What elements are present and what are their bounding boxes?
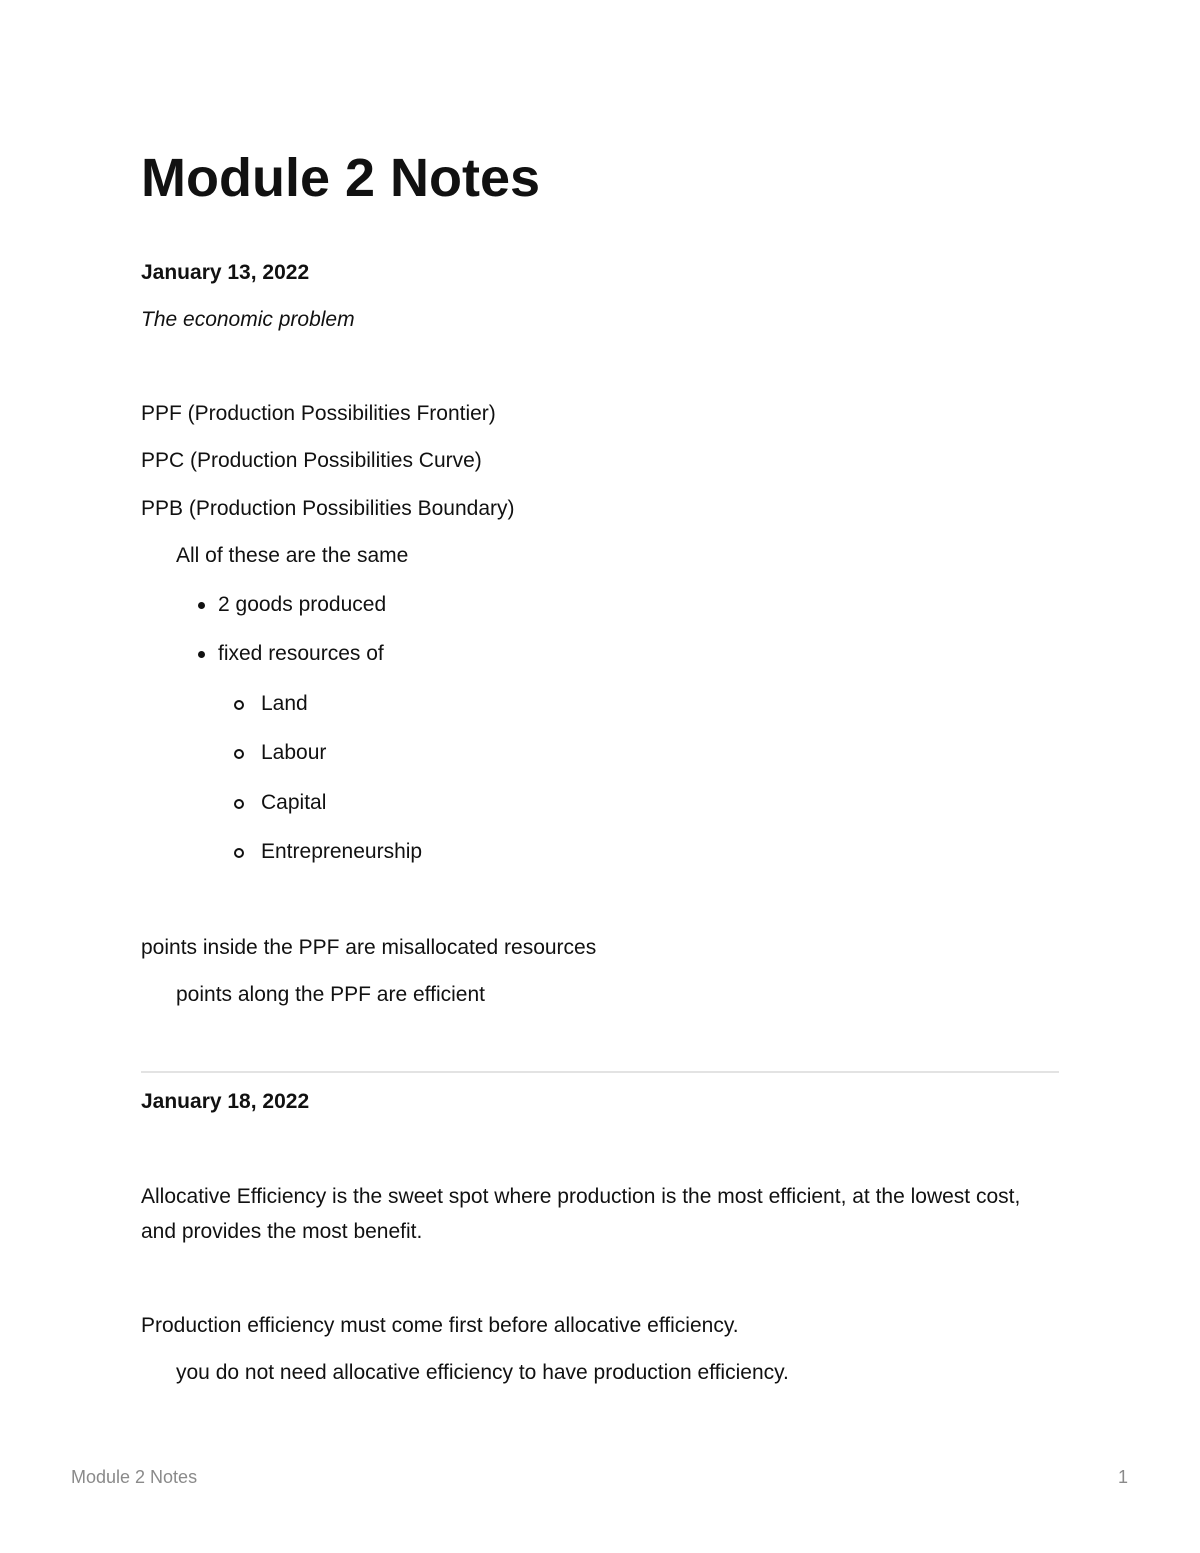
ppf-line: PPF (Production Possibilities Frontier) xyxy=(141,402,496,425)
points-along-line: points along the PPF are efficient xyxy=(176,983,485,1006)
production-first-line: Production efficiency must come first before allocative efficiency. xyxy=(141,1314,739,1337)
list-item: fixed resources of xyxy=(218,642,384,665)
points-inside-line: points inside the PPF are misallocated resources xyxy=(141,936,597,959)
section-divider xyxy=(141,1071,1059,1073)
sub-list-item: Capital xyxy=(261,791,327,814)
bullet-dot-icon xyxy=(198,602,205,609)
section-date: January 13, 2022 xyxy=(141,261,310,284)
production-note-line: you do not need allocative efficiency to have production efficiency. xyxy=(176,1361,789,1384)
section-date: January 18, 2022 xyxy=(141,1090,310,1113)
list-item: 2 goods produced xyxy=(218,593,387,616)
sub-list-item: Labour xyxy=(261,741,327,764)
sub-list-item: Entrepreneurship xyxy=(261,840,423,863)
bullet-circle-icon xyxy=(234,749,244,759)
ppb-line: PPB (Production Possibilities Boundary) xyxy=(141,497,515,520)
page-title: Module 2 Notes xyxy=(141,148,541,208)
sub-list-item: Land xyxy=(261,692,308,715)
ppc-line: PPC (Production Possibilities Curve) xyxy=(141,449,482,472)
indent-note: All of these are the same xyxy=(176,544,409,567)
page-number: 1 xyxy=(1118,1467,1129,1487)
allocative-paragraph: Allocative Efficiency is the sweet spot where production is the most efficient, at the lowest cost, and provides the most benefit. xyxy=(141,1185,1021,1243)
bullet-dot-icon xyxy=(198,651,205,658)
footer-label: Module 2 Notes xyxy=(71,1467,198,1487)
bullet-circle-icon xyxy=(234,799,244,809)
bullet-circle-icon xyxy=(234,700,244,710)
section-subtitle: The economic problem xyxy=(141,308,355,331)
bullet-circle-icon xyxy=(234,848,244,858)
